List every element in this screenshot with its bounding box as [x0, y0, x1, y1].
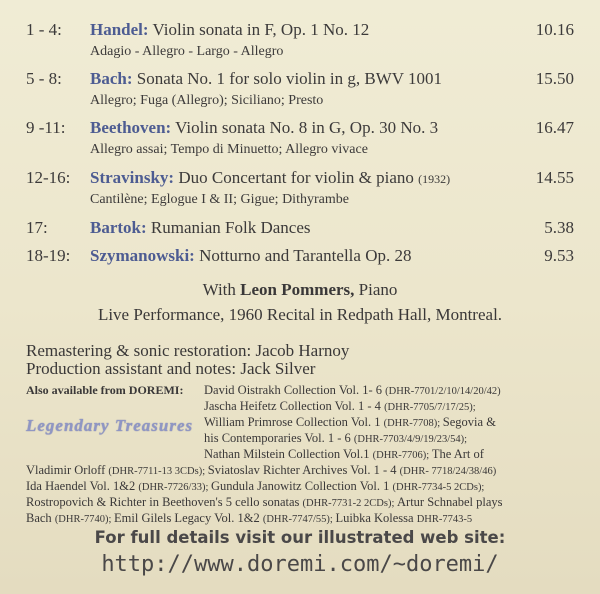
work-year: (1932) [418, 172, 451, 186]
track-numbers: 17: [26, 218, 48, 237]
catalog-title: Nathan Milstein Collection Vol.1 [204, 447, 373, 461]
composer-name: Beethoven: [90, 118, 172, 137]
composer-name: Stravinsky: [90, 168, 175, 187]
catalog-title: his Contemporaries Vol. 1 - 6 [204, 431, 354, 445]
work-title: Duo Concertant for violin & piano [174, 168, 414, 187]
composer-name: Szymanowski: [90, 246, 195, 265]
track-title [90, 218, 311, 238]
catalog-number: (DHR-7726/33); [138, 482, 211, 493]
track-numbers: 18-19: [26, 246, 71, 265]
track-duration: 5.38 [544, 218, 574, 237]
catalog-title: William Primrose Collection Vol. 1 [204, 415, 384, 429]
remastering-credit: Remastering & sonic restoration: Jacob Harnoy [26, 341, 350, 360]
catalog-title: Segovia & [442, 415, 496, 429]
catalog-title: David Oistrakh Collection Vol. 1- 6 [204, 383, 386, 397]
catalog-number: (DHR-7701/2/10/14/20/42) [385, 386, 501, 397]
live-performance-line: Live Performance, 1960 Recital in Redpath Hall, Montreal. [97, 305, 503, 324]
track-movements: Cantilène; Eglogue I & II; Gigue; Dithyrambe [90, 192, 349, 207]
track-numbers: 5 - 8: [26, 69, 62, 88]
catalog-title: Jascha Heifetz Collection Vol. 1 - 4 [204, 399, 385, 413]
performer-instrument: Piano [354, 280, 398, 299]
track-duration: 16.47 [535, 118, 574, 137]
work-title: Sonata No. 1 for solo violin in g, BWV 1001 [132, 69, 442, 88]
track-title [90, 246, 411, 266]
catalog-number: (DHR-7705/7/17/25); [384, 402, 476, 413]
catalog-number: (DHR- 7718/24/38/46) [399, 466, 497, 477]
catalog-number: (DHR-7703/4/9/19/23/54); [353, 434, 468, 445]
catalog-title: Sviatoslav Richter Archives Vol. 1 - 4 [207, 463, 400, 477]
composer-name: Bartok: [90, 218, 147, 237]
performer-name: Leon Pommers, [240, 280, 355, 299]
also-available-heading: Also available from DOREMI: [26, 383, 184, 397]
performer-line [0, 280, 600, 300]
catalog-number: (DHR-7706); [372, 450, 432, 461]
track-title [90, 69, 442, 89]
catalog-number: (DHR-7734-5 2CDs); [392, 482, 485, 493]
catalog-title: Gundula Janowitz Collection Vol. 1 [211, 479, 393, 493]
composer-name: Bach: [90, 69, 133, 88]
work-title: Rumanian Folk Dances [146, 218, 311, 237]
catalog-number: DHR-7743-5 [416, 514, 473, 525]
track-movements: Allegro assai; Tempo di Minuetto; Allegro vivace [90, 142, 368, 157]
track-duration: 10.16 [535, 20, 574, 39]
performer-prefix: With [202, 280, 241, 299]
catalog-title: The Art of [431, 447, 484, 461]
work-title: Violin sonata in F, Op. 1 No. 12 [148, 20, 370, 39]
catalog-title: Luibka Kolessa [335, 511, 417, 525]
catalog-title: Ida Haendel Vol. 1&2 [26, 479, 139, 493]
track-numbers: 12-16: [26, 168, 71, 187]
track-title [90, 168, 450, 188]
production-credit: Production assistant and notes: Jack Silver [26, 359, 316, 378]
track-numbers: 9 -11: [26, 118, 66, 137]
track-movements: Allegro; Fuga (Allegro); Siciliano; Presto [90, 93, 324, 108]
work-title: Notturno and Tarantella Op. 28 [194, 246, 412, 265]
catalog-number: (DHR-7711-13 3CDs); [108, 466, 208, 477]
catalog-number: (DHR-7747/55); [262, 514, 336, 525]
catalog-title: Artur Schnabel plays [397, 495, 503, 509]
composer-name: Handel: [90, 20, 149, 39]
website-url: http://www.doremi.com/~doremi/ [101, 552, 499, 577]
track-duration: 15.50 [535, 69, 574, 88]
track-duration: 9.53 [544, 246, 574, 265]
catalog-title: Rostropovich & Richter in Beethoven's 5 cello sonatas [26, 495, 303, 509]
track-numbers: 1 - 4: [26, 20, 62, 39]
track-movements: Adagio - Allegro - Largo - Allegro [90, 44, 284, 59]
catalog-number: (DHR-7731-2 2CDs); [302, 498, 398, 509]
catalog-title: Emil Gilels Legacy Vol. 1&2 [114, 511, 263, 525]
track-title [90, 118, 438, 138]
catalog-title: Bach [26, 511, 55, 525]
catalog-title: Vladimir Orloff [26, 463, 109, 477]
website-details-text: For full details visit our illustrated web site: [94, 528, 506, 547]
track-title [90, 20, 369, 40]
work-title: Violin sonata No. 8 in G, Op. 30 No. 3 [171, 118, 439, 137]
track-duration: 14.55 [535, 168, 574, 187]
catalog-line [26, 510, 472, 528]
catalog-number: (DHR-7708); [383, 418, 443, 429]
catalog-number: (DHR-7740); [54, 514, 115, 525]
legendary-treasures-logo: Legendary Treasures [26, 416, 194, 435]
